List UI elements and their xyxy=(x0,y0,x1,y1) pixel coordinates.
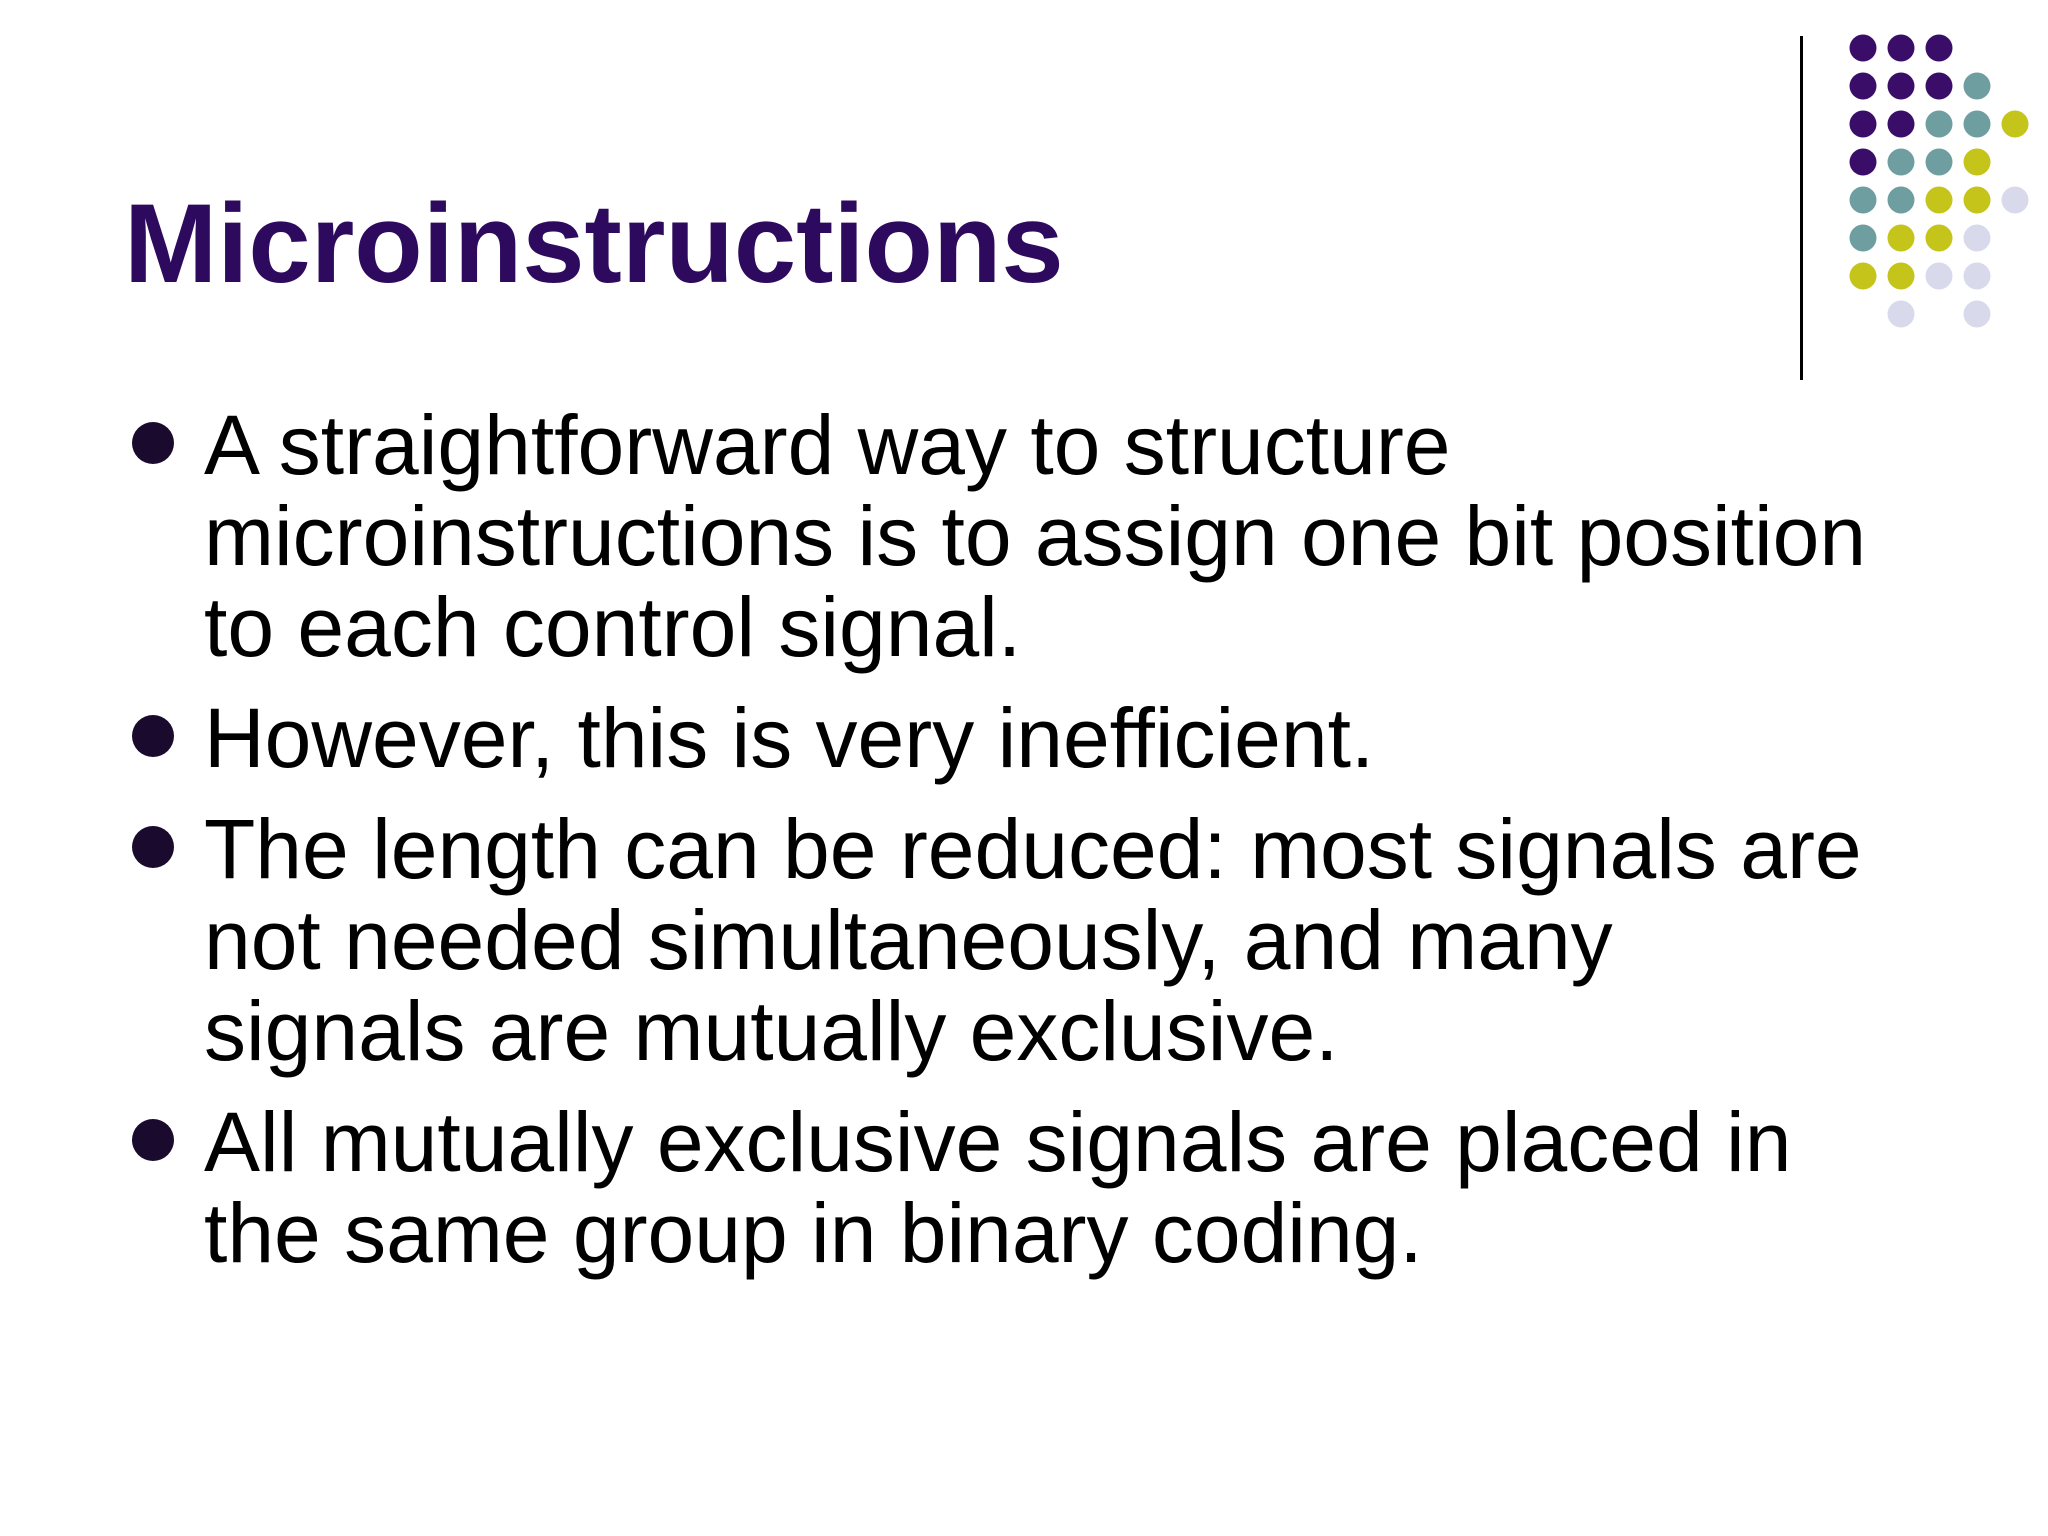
decorative-dot xyxy=(2002,187,2029,214)
decorative-dot xyxy=(1888,187,1915,214)
decorative-dot xyxy=(1850,149,1877,176)
decorative-dot xyxy=(1964,111,1991,138)
decorative-dot xyxy=(1850,263,1877,290)
decorative-dot xyxy=(1888,35,1915,62)
bullet-item xyxy=(120,693,1920,784)
slide-title: Microinstructions xyxy=(124,181,1064,306)
bullet-text-line: not needed simultaneously, and many xyxy=(204,893,1613,987)
bullet-text-line: microinstructions is to assign one bit position xyxy=(204,489,1867,583)
decorative-dot xyxy=(1888,149,1915,176)
bullet-text-line: A straightforward way to structure xyxy=(204,398,1451,492)
decorative-dot xyxy=(1888,111,1915,138)
decorative-dot xyxy=(1926,187,1953,214)
bullet-dot-icon xyxy=(132,826,174,868)
decorative-dot xyxy=(2002,111,2029,138)
decorative-dot xyxy=(1964,225,1991,252)
decorative-dot xyxy=(1850,225,1877,252)
vertical-divider xyxy=(1800,36,1803,380)
bullet-text-line: All mutually exclusive signals are placed in xyxy=(204,1095,1792,1189)
decorative-dot xyxy=(1964,301,1991,328)
decorative-dot xyxy=(1926,263,1953,290)
bullet-text-line: to each control signal. xyxy=(204,580,1022,674)
decorative-dot xyxy=(1926,73,1953,100)
decorative-dot xyxy=(1850,187,1877,214)
decorative-dot xyxy=(1850,35,1877,62)
decorative-dot xyxy=(1850,73,1877,100)
bullet-list xyxy=(120,400,1920,1299)
decorative-dot xyxy=(1888,73,1915,100)
bullet-text-line: The length can be reduced: most signals are xyxy=(204,802,1862,896)
decorative-dot xyxy=(1964,187,1991,214)
bullet-item xyxy=(120,400,1920,673)
decorative-dot xyxy=(1888,225,1915,252)
bullet-item xyxy=(120,804,1920,1077)
bullet-text-line: the same group in binary coding. xyxy=(204,1186,1423,1280)
bullet-text-line: signals are mutually exclusive. xyxy=(204,984,1339,1078)
bullet-dot-icon xyxy=(132,422,174,464)
decorative-dot xyxy=(1926,35,1953,62)
bullet-item xyxy=(120,1097,1920,1279)
decorative-dot xyxy=(1964,263,1991,290)
bullet-text-line: However, this is very inefficient. xyxy=(204,691,1375,785)
bullet-dot-icon xyxy=(132,715,174,757)
decorative-dot xyxy=(1964,73,1991,100)
decorative-dot xyxy=(1926,149,1953,176)
decorative-dot xyxy=(1888,263,1915,290)
decorative-dot xyxy=(1888,301,1915,328)
decorative-dot xyxy=(1926,225,1953,252)
decorative-dot xyxy=(1926,111,1953,138)
decorative-dot xyxy=(1964,149,1991,176)
decorative-dot xyxy=(1850,111,1877,138)
bullet-dot-icon xyxy=(132,1119,174,1161)
